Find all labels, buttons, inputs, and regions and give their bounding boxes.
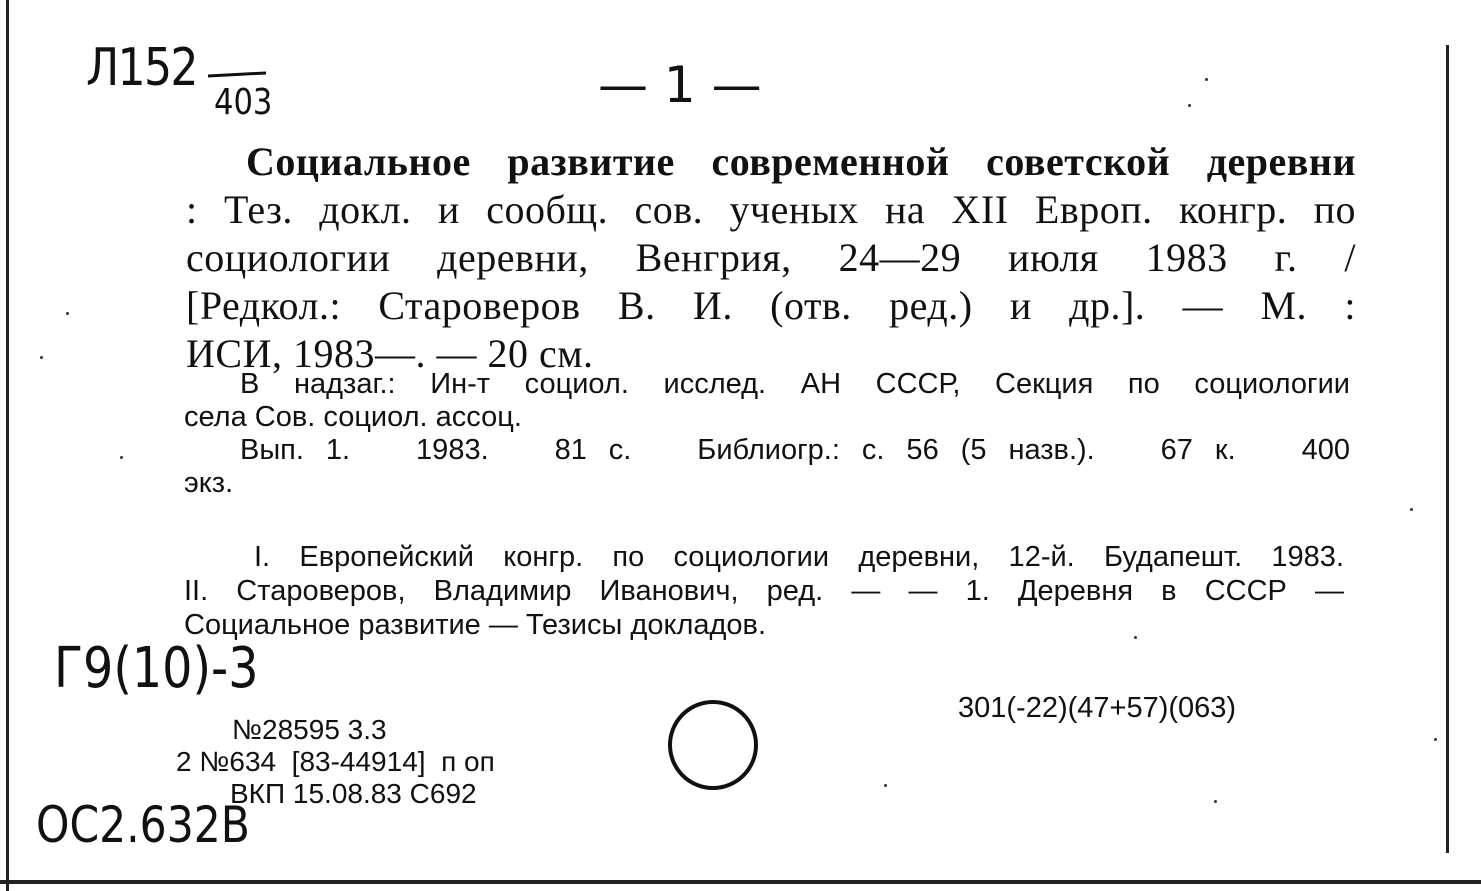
scan-speck: [884, 784, 887, 787]
tracing-line: I. Европейский конгр. по социологии деревни, 12-й. Будапешт. 1983.: [254, 541, 1344, 573]
handwritten-shelf-mark: Л152: [86, 38, 197, 98]
shelf-mark-fraction-line: [208, 71, 266, 77]
note-line: села Сов. социол. ассоц.: [184, 401, 522, 433]
notes-section: [184, 368, 1350, 500]
card-border-right: [1446, 45, 1449, 853]
scan-speck: [66, 312, 69, 315]
entry-line: ИСИ, 1983—. — 20 см.: [186, 331, 594, 376]
tracings-section: [184, 540, 1344, 642]
udc-index: 301(-22)(47+57)(063): [958, 692, 1237, 724]
note-line: В надзаг.: Ин-т социол. исслед. АН СССР, Секция по социологии: [240, 368, 1350, 400]
scan-speck: [40, 356, 43, 359]
entry-line: [Редкол.: Староверов В. И. (отв. ред.) и др.]. — М. :: [186, 283, 1356, 328]
scan-speck: [1188, 104, 1191, 107]
main-entry: [186, 138, 1356, 378]
tracing-line: II. Староверов, Владимир Иванович, ред. — — 1. Деревня в СССР —: [184, 575, 1344, 607]
card-border-left: [6, 0, 9, 891]
scan-speck: [1214, 800, 1217, 803]
note-line: экз.: [184, 467, 234, 499]
scan-speck: [1434, 738, 1437, 741]
imprint-line: 2 №634 [83-44914] п оп: [176, 746, 495, 777]
card-border-bottom: [0, 880, 1481, 884]
scan-speck: [120, 456, 123, 459]
handwritten-shelf-sub: 403: [214, 82, 273, 123]
imprint-line: ВКП 15.08.83 С692: [230, 778, 477, 809]
entry-title: Социальное развитие современной советской деревни: [246, 139, 1356, 184]
imprint-line: №28595 3.3: [232, 714, 387, 745]
entry-line: социологии деревни, Венгрия, 24—29 июля 1983 г. /: [186, 235, 1356, 280]
handwritten-storage-mark: OC2.632B: [36, 796, 250, 854]
handwritten-class-mark: Г9(10)-3: [54, 636, 259, 701]
tracing-line: Социальное развитие — Тезисы докладов.: [184, 609, 767, 641]
punch-hole-circle: [668, 700, 758, 790]
handwritten-page-number: — 1 —: [598, 56, 762, 114]
note-line: Вып. 1. 1983. 81 с. Библиогр.: с. 56 (5 назв.). 67 к. 400: [240, 434, 1350, 466]
scan-speck: [1205, 78, 1208, 81]
entry-line: : Тез. докл. и сообщ. сов. ученых на XII Европ. конгр. по: [186, 187, 1356, 232]
scan-speck: [1410, 508, 1413, 511]
scan-speck: [1134, 636, 1137, 639]
